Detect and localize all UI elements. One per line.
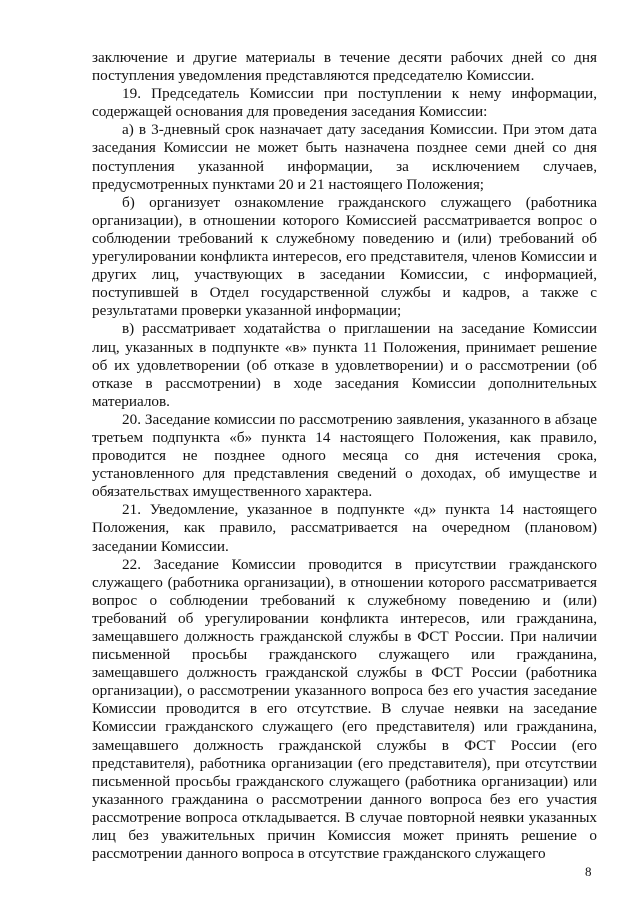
paragraph-19-a: а) в 3-дневный срок назначает дату заседания Комиссии. При этом дата заседания Комиссии не может быть назначена позднее семи дней со дня поступления указанной информации, за исключением случаев, предусмотренных пунктами 20 и 21 настоящего Положения;	[92, 121, 597, 193]
paragraph-22: 22. Заседание Комиссии проводится в присутствии гражданского служащего (работника организации), в отношении которого рассматривается вопрос о соблюдении требований к служебному поведению и (или) требований об урегулировании конфликта интересов, или гражданина, замещавшего должность гражданской службы в ФСТ России. При наличии письменной просьбы гражданского служащего или гражданина, замещавшего должность гражданской службы в ФСТ России (работника организации), о рассмотрении указанного вопроса без его участия заседание Комиссии проводится в его отсутствие. В случае неявки на заседание Комиссии гражданского служащего (его представителя) или гражданина, замещавшего должность гражданской службы в ФСТ России (его представителя), работника организации (его представителя), при отсутствии письменной просьбы гражданского служащего (работника организации) или указанного гражданина о рассмотрении данного вопроса без его участия рассмотрение вопроса откладывается. В случае повторной неявки указанных лиц без уважительных причин Комиссия может принять решение о рассмотрении данного вопроса в отсутствие гражданского служащего	[92, 555, 597, 863]
paragraph-21: 21. Уведомление, указанное в подпункте «д» пункта 14 настоящего Положения, как правило, рассматривается на очередном (плановом) заседании Комиссии.	[92, 501, 597, 555]
paragraph-20: 20. Заседание комиссии по рассмотрению заявления, указанного в абзаце третьем подпункта «б» пункта 14 настоящего Положения, как правило, проводится не позднее одного месяца со дня истечения срока, установленного для представления сведений о доходах, об имуществе и обязательствах имущественного характера.	[92, 410, 597, 501]
paragraph-19: 19. Председатель Комиссии при поступлении к нему информации, содержащей основания для проведения заседания Комиссии:	[92, 85, 597, 121]
document-body	[92, 49, 597, 863]
page-number: 8	[585, 864, 592, 879]
paragraph-continuation: заключение и другие материалы в течение десяти рабочих дней со дня поступления уведомления представляются председателю Комиссии.	[92, 49, 597, 85]
paragraph-19-v: в) рассматривает ходатайства о приглашении на заседание Комиссии лиц, указанных в подпункте «в» пункта 11 Положения, принимает решение об их удовлетворении (об отказе в удовлетворении) и о рассмотрении (об отказе в рассмотрении) в ходе заседания Комиссии дополнительных материалов.	[92, 320, 597, 410]
paragraph-19-b: б) организует ознакомление гражданского служащего (работника организации), в отношении которого Комиссией рассматривается вопрос о соблюдении требований к служебному поведению и (или) требований об урегулировании конфликта интересов, его представителя, членов Комиссии и других лиц, участвующих в заседании Комиссии, с информацией, поступившей в Отдел государственной службы и кадров, а также с результатами проверки указанной информации;	[92, 193, 597, 320]
